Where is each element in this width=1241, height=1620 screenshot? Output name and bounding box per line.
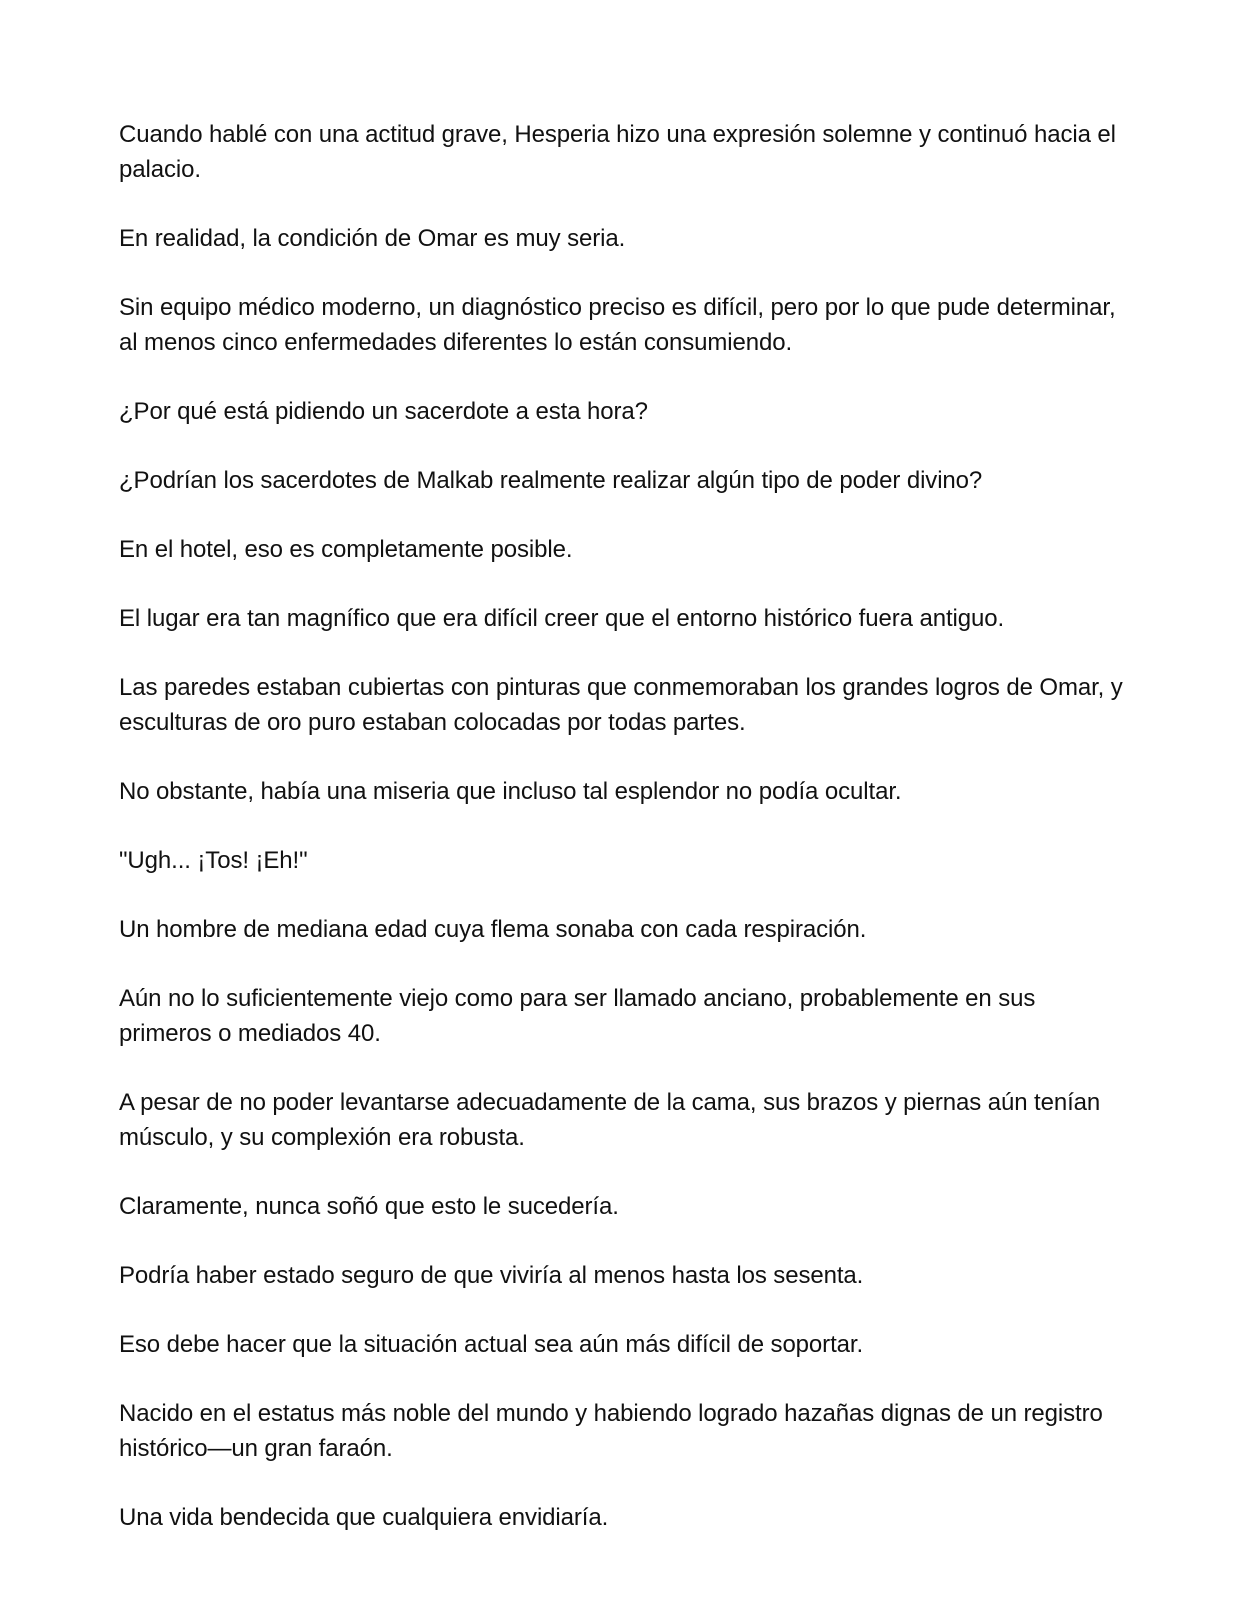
paragraph-13: A pesar de no poder levantarse adecuadamente de la cama, sus brazos y piernas aún tenían músculo, y su complexión era robusta. (119, 1089, 1101, 1151)
paragraph-9: No obstante, había una miseria que incluso tal esplendor no podía ocultar. (119, 778, 902, 805)
paragraph-8: Las paredes estaban cubiertas con pinturas que conmemoraban los grandes logros de Omar, y esculturas de oro puro estaban colocadas por todas partes. (119, 674, 1123, 736)
paragraph-14: Claramente, nunca soñó que esto le sucedería. (119, 1193, 619, 1220)
paragraph-6: En el hotel, eso es completamente posible. (119, 536, 573, 563)
paragraph-3: Sin equipo médico moderno, un diagnóstico preciso es difícil, pero por lo que pude determinar, al menos cinco enfermedades diferentes lo están consumiendo. (119, 294, 1116, 356)
paragraph-18: Una vida bendecida que cualquiera envidiaría. (119, 1504, 609, 1531)
paragraph-1: Cuando hablé con una actitud grave, Hesperia hizo una expresión solemne y continuó hacia el palacio. (119, 121, 1116, 183)
paragraph-5: ¿Podrían los sacerdotes de Malkab realmente realizar algún tipo de poder divino? (119, 467, 983, 494)
paragraph-10: "Ugh... ¡Tos! ¡Eh!" (119, 847, 308, 874)
paragraph-4: ¿Por qué está pidiendo un sacerdote a esta hora? (119, 398, 648, 425)
paragraph-17: Nacido en el estatus más noble del mundo y habiendo logrado hazañas dignas de un registro histórico—un gran faraón. (119, 1400, 1103, 1462)
paragraph-16: Eso debe hacer que la situación actual sea aún más difícil de soportar. (119, 1331, 864, 1358)
paragraph-11: Un hombre de mediana edad cuya flema sonaba con cada respiración. (119, 916, 867, 943)
paragraph-7: El lugar era tan magnífico que era difícil creer que el entorno histórico fuera antiguo. (119, 605, 1005, 632)
paragraph-15: Podría haber estado seguro de que viviría al menos hasta los sesenta. (119, 1262, 864, 1289)
text-body (119, 117, 1129, 1569)
paragraph-2: En realidad, la condición de Omar es muy seria. (119, 225, 626, 252)
paragraph-12: Aún no lo suficientemente viejo como para ser llamado anciano, probablemente en sus primeros o mediados 40. (119, 985, 1036, 1047)
